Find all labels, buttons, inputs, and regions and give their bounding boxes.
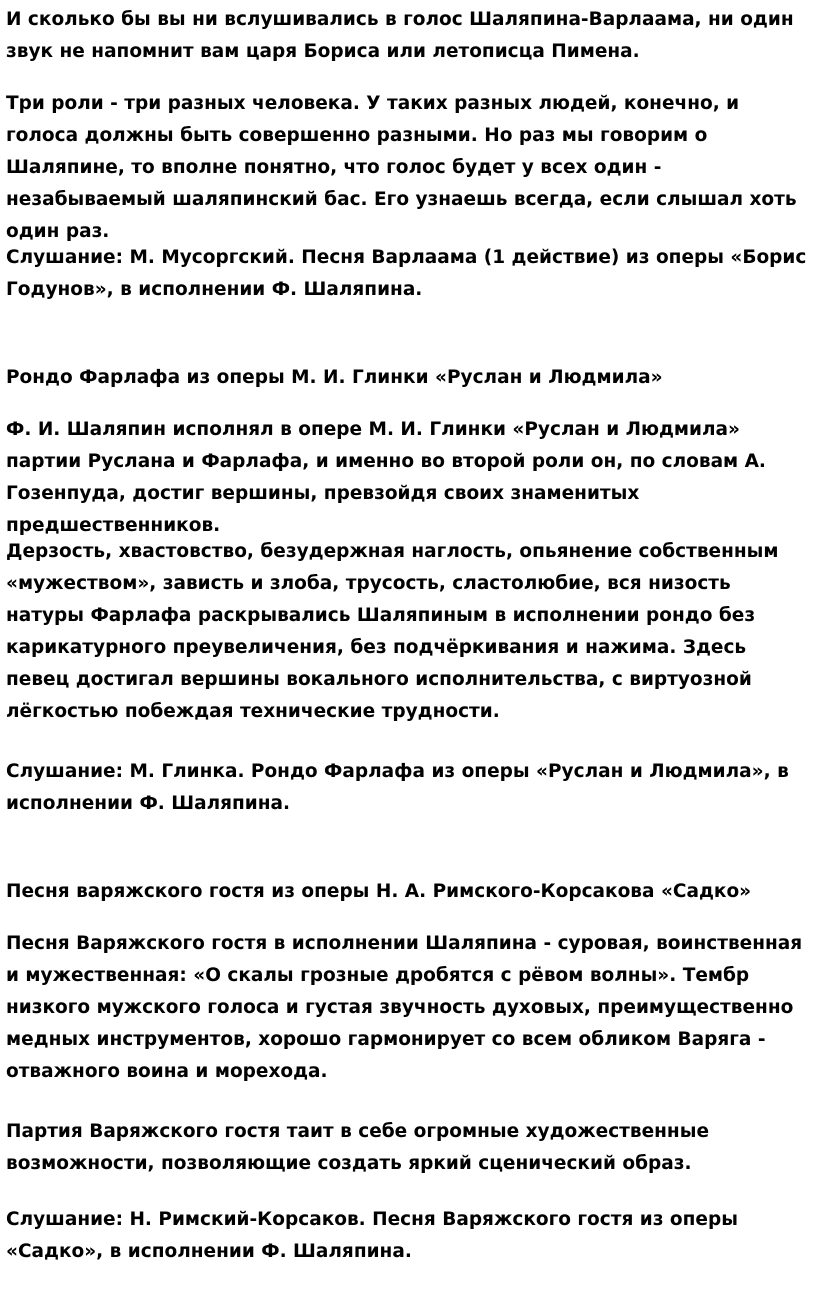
- listening-varangian-song: Слушание: Н. Римский-Корсаков. Песня Варяжского гостя из оперы «Садко», в исполнении Ф. Шаляпина.: [6, 1209, 738, 1262]
- listening-farlaf-rondo: Слушание: М. Глинка. Рондо Фарлафа из оперы «Руслан и Людмила», в исполнении Ф. Шаляпина.: [6, 761, 789, 814]
- paragraph-varangian-part: Партия Варяжского гостя таит в себе огромные художественные возможности, позволяющие создать яркий сценический образ.: [6, 1121, 709, 1174]
- paragraph-varangian-song: Песня Варяжского гостя в исполнении Шаляпина - суровая, воинственная и мужественная: «О скалы грозные дробятся с рёвом волны». Тембр низкого мужского голоса и густая звучность духовых, преимущественно медных инструментов, хорошо гармонирует со всем обликом Варяга - отважного воина и морехода.: [6, 933, 803, 1082]
- listening-varlaam-song: Слушание: М. Мусоргский. Песня Варлаама (1 действие) из оперы «Борис Годунов», в исполнении Ф. Шаляпина.: [6, 247, 807, 300]
- paragraph-varlaam-voice: И сколько бы вы ни вслушивались в голос Шаляпина-Варлаама, ни один звук не напомнит вам царя Бориса или летописца Пимена.: [6, 9, 794, 62]
- paragraph-farlaf-character: Дерзость, хвастовство, безудержная наглость, опьянение собственным «мужеством», зависть и злоба, трусость, сластолюбие, вся низость натуры Фарлафа раскрывались Шаляпиным в исполнении рондо без карикатурного преувеличения, без подчёркивания и нажима. Здесь певец достигал вершины вокального исполнительства, с виртуозной лёгкостью побеждая технические трудности.: [6, 541, 779, 722]
- section-heading-varangian-guest: Песня варяжского гостя из оперы Н. А. Римского-Корсакова «Садко»: [6, 881, 752, 902]
- paragraph-shalyapin-ruslan: Ф. И. Шаляпин исполнял в опере М. И. Глинки «Руслан и Людмила» партии Руслана и Фарлафа, и именно во второй роли он, по словам А. Гозенпуда, достиг вершины, превзойдя своих знаменитых предшественников.: [6, 419, 766, 536]
- paragraph-three-roles: Три роли - три разных человека. У таких разных людей, конечно, и голоса должны быть совершенно разными. Но раз мы говорим о Шаляпине, то вполне понятно, что голос будет у всех один - незабываемый шаляпинский бас. Его узнаешь всегда, если слышал хоть один раз.: [6, 93, 797, 242]
- section-heading-farlaf-rondo: Рондо Фарлафа из оперы М. И. Глинки «Руслан и Людмила»: [6, 367, 663, 388]
